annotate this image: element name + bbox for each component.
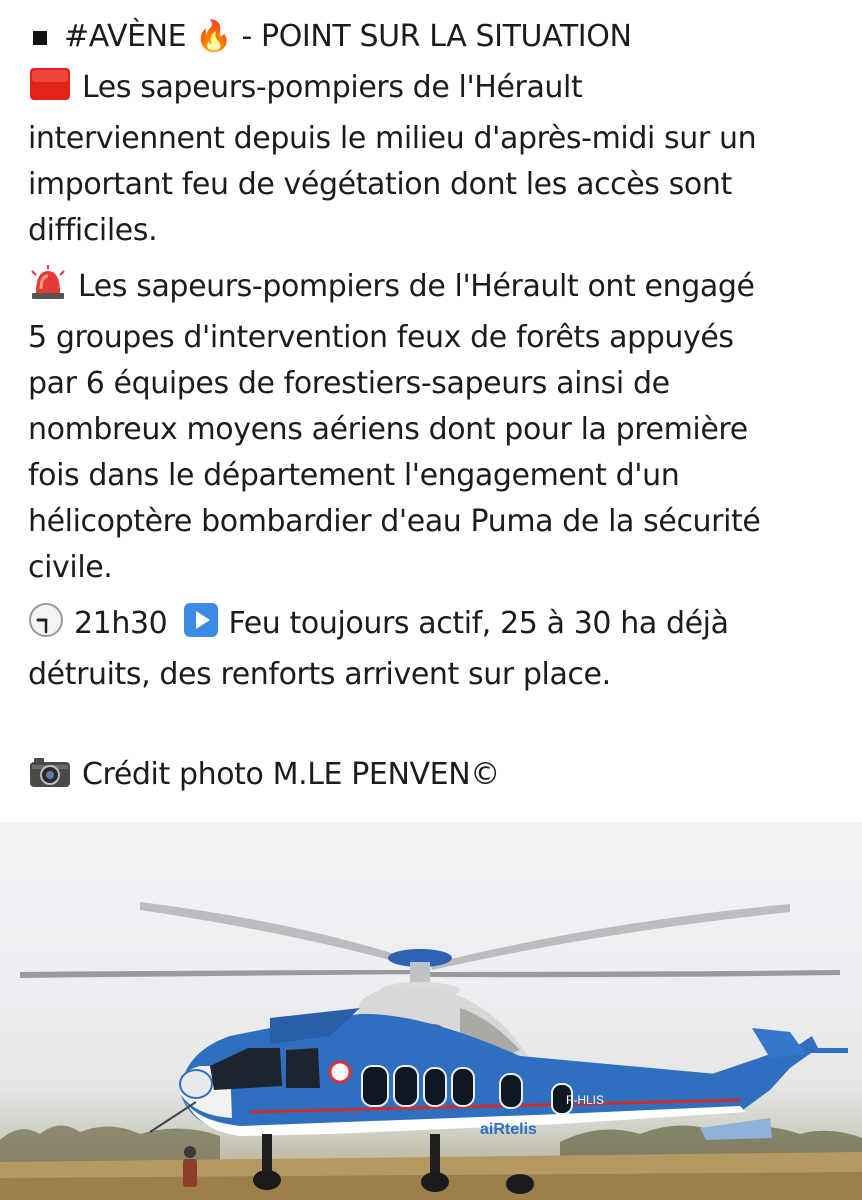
post-title-line bbox=[28, 14, 834, 65]
para2-line bbox=[28, 264, 834, 315]
para2-line: fois dans le département l'engagement d'un bbox=[28, 458, 680, 493]
camera-icon bbox=[28, 755, 72, 803]
para2-line: civile. bbox=[28, 550, 113, 585]
para2-line: 5 groupes d'intervention feux de forêts appuyés bbox=[28, 320, 734, 355]
photo-credit: Crédit photo M.LE PENVEN© bbox=[82, 757, 500, 792]
helicopter-registration: F-HLIS bbox=[566, 1093, 605, 1107]
siren-icon bbox=[28, 265, 68, 315]
black-square-icon bbox=[28, 19, 54, 65]
para1-line: difficiles. bbox=[28, 213, 158, 248]
para1-text: Les sapeurs-pompiers de l'Hérault bbox=[82, 70, 583, 105]
update-line: détruits, des renforts arrivent sur place. bbox=[28, 657, 611, 692]
update-line bbox=[28, 601, 834, 652]
para2-line: nombreux moyens aériens dont pour la première bbox=[28, 412, 748, 447]
clock-icon bbox=[28, 602, 64, 652]
red-square-icon bbox=[28, 66, 72, 116]
para1-line: interviennent depuis le milieu d'après-midi sur un bbox=[28, 121, 757, 156]
update-time: 21h30 bbox=[74, 606, 168, 641]
helicopter-illustration bbox=[0, 822, 862, 1200]
update-text: Feu toujours actif, 25 à 30 ha déjà bbox=[228, 606, 729, 641]
para2-line: hélicoptère bombardier d'eau Puma de la sécurité bbox=[28, 504, 761, 539]
post-title: #AVÈNE 🔥 - POINT SUR LA SITUATION bbox=[64, 19, 632, 54]
helicopter-photo[interactable] bbox=[0, 822, 862, 1200]
para1-line bbox=[28, 65, 834, 116]
credit-line bbox=[28, 752, 834, 803]
helicopter-brand: aiRtelis bbox=[480, 1121, 537, 1138]
para2-line: par 6 équipes de forestiers-sapeurs ainsi de bbox=[28, 366, 670, 401]
play-icon bbox=[183, 602, 219, 652]
para1-line: important feu de végétation dont les accès sont bbox=[28, 167, 732, 202]
para2-text: Les sapeurs-pompiers de l'Hérault ont engagé bbox=[78, 269, 755, 304]
